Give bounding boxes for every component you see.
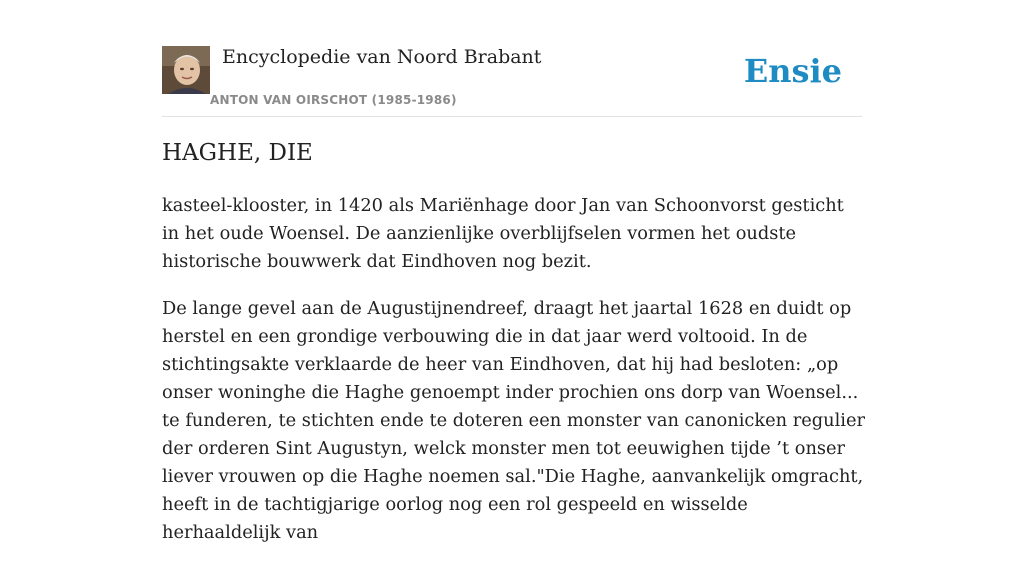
article-body [162, 192, 866, 566]
article-title: HAGHE, DIE [162, 140, 313, 166]
publication-title[interactable]: Encyclopedie van Noord Brabant [222, 46, 542, 68]
paragraph: De lange gevel aan de Augustijnendreef, draagt het jaartal 1628 en duidt op herstel en een grondige verbouwing die in dat jaar werd voltooid. In de stichtingsakte verklaarde de heer van Eindhoven, dat hij had besloten: „op onser woninghe die Haghe genoempt inder prochien ons dorp van Woensel... te funderen, te stichten ende te doteren een monster van canonicken regulier der orderen Sint Augustyn, welck monster men tot eeuwighen tijde ’t onser liever vrouwen op die Haghe noemen sal."Die Haghe, aanvankelijk omgracht, heeft in de tachtigjarige oorlog nog een rol gespeeld en wisselde herhaaldelijk van [162, 298, 866, 543]
author-avatar[interactable] [162, 46, 210, 94]
brand-logo[interactable]: Ensie [743, 52, 842, 90]
header [162, 46, 862, 117]
paragraph: kasteel-klooster, in 1420 als Mariënhage door Jan van Schoonvorst gesticht in het oude Woensel. De aanzienlijke overblijfselen vormen het oudste historische bouwwerk dat Eindhoven nog bezit. [162, 195, 844, 272]
author-name[interactable]: ANTON VAN OIRSCHOT (1985-1986) [210, 93, 457, 107]
author-photo-icon [162, 46, 210, 94]
